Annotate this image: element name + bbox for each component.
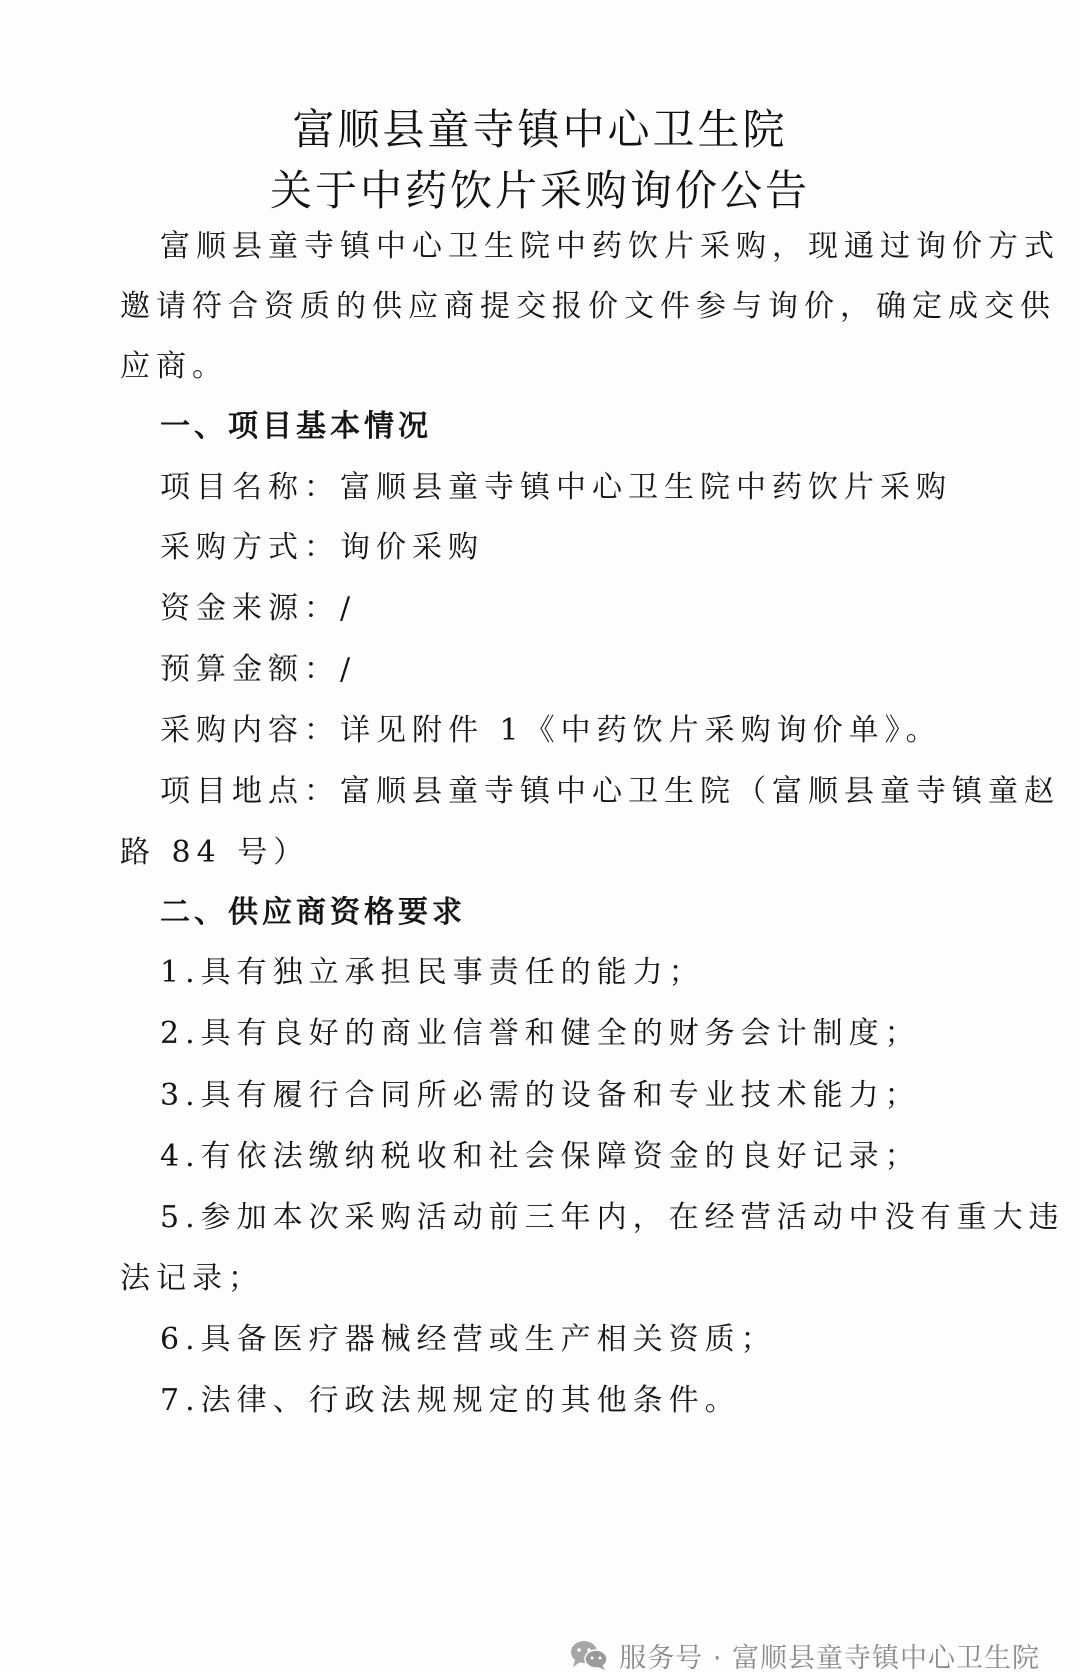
document-title-line-1: 富顺县童寺镇中心卫生院 [292, 105, 788, 154]
requirement-item-5-line-1: 5.参加本次采购活动前三年内，在经营活动中没有重大违 [160, 1200, 1065, 1235]
procurement-method: 采购方式：询价采购 [160, 530, 484, 565]
project-location-line-1: 项目地点：富顺县童寺镇中心卫生院（富顺县童寺镇童赵 [160, 774, 1060, 809]
watermark-text: 服务号 · 富顺县童寺镇中心卫生院 [619, 1642, 1040, 1674]
requirement-item-4: 4.有依法缴纳税收和社会保障资金的良好记录； [160, 1139, 921, 1174]
document-title-line-2: 关于中药饮片采购询价公告 [269, 166, 810, 215]
service-account-watermark [569, 1635, 1040, 1675]
intro-paragraph-line-1: 富顺县童寺镇中心卫生院中药饮片采购，现通过询价方式 [160, 229, 1060, 264]
requirement-item-6: 6.具备医疗器械经营或生产相关资质； [160, 1322, 777, 1357]
project-name: 项目名称：富顺县童寺镇中心卫生院中药饮片采购 [160, 470, 952, 505]
requirement-item-3: 3.具有履行合同所必需的设备和专业技术能力； [160, 1078, 921, 1113]
budget-amount: 预算金额：/ [160, 652, 357, 687]
wechat-icon [569, 1638, 609, 1672]
funding-source: 资金来源：/ [160, 591, 357, 626]
requirement-item-2: 2.具有良好的商业信誉和健全的财务会计制度； [160, 1016, 921, 1051]
requirement-item-7: 7.法律、行政法规规定的其他条件。 [160, 1383, 741, 1418]
section-1-heading: 一、项目基本情况 [160, 409, 432, 444]
intro-paragraph-line-2: 邀请符合资质的供应商提交报价文件参与询价，确定成交供 [120, 289, 1056, 324]
project-location-line-2: 路 84 号） [120, 835, 310, 870]
requirement-item-5-line-2: 法记录； [120, 1261, 264, 1296]
requirement-item-1: 1.具有独立承担民事责任的能力； [160, 955, 705, 990]
section-2-heading: 二、供应商资格要求 [160, 895, 466, 930]
procurement-content: 采购内容：详见附件 1《中药饮片采购询价单》。 [160, 713, 942, 748]
intro-paragraph-line-3: 应商。 [120, 349, 228, 384]
